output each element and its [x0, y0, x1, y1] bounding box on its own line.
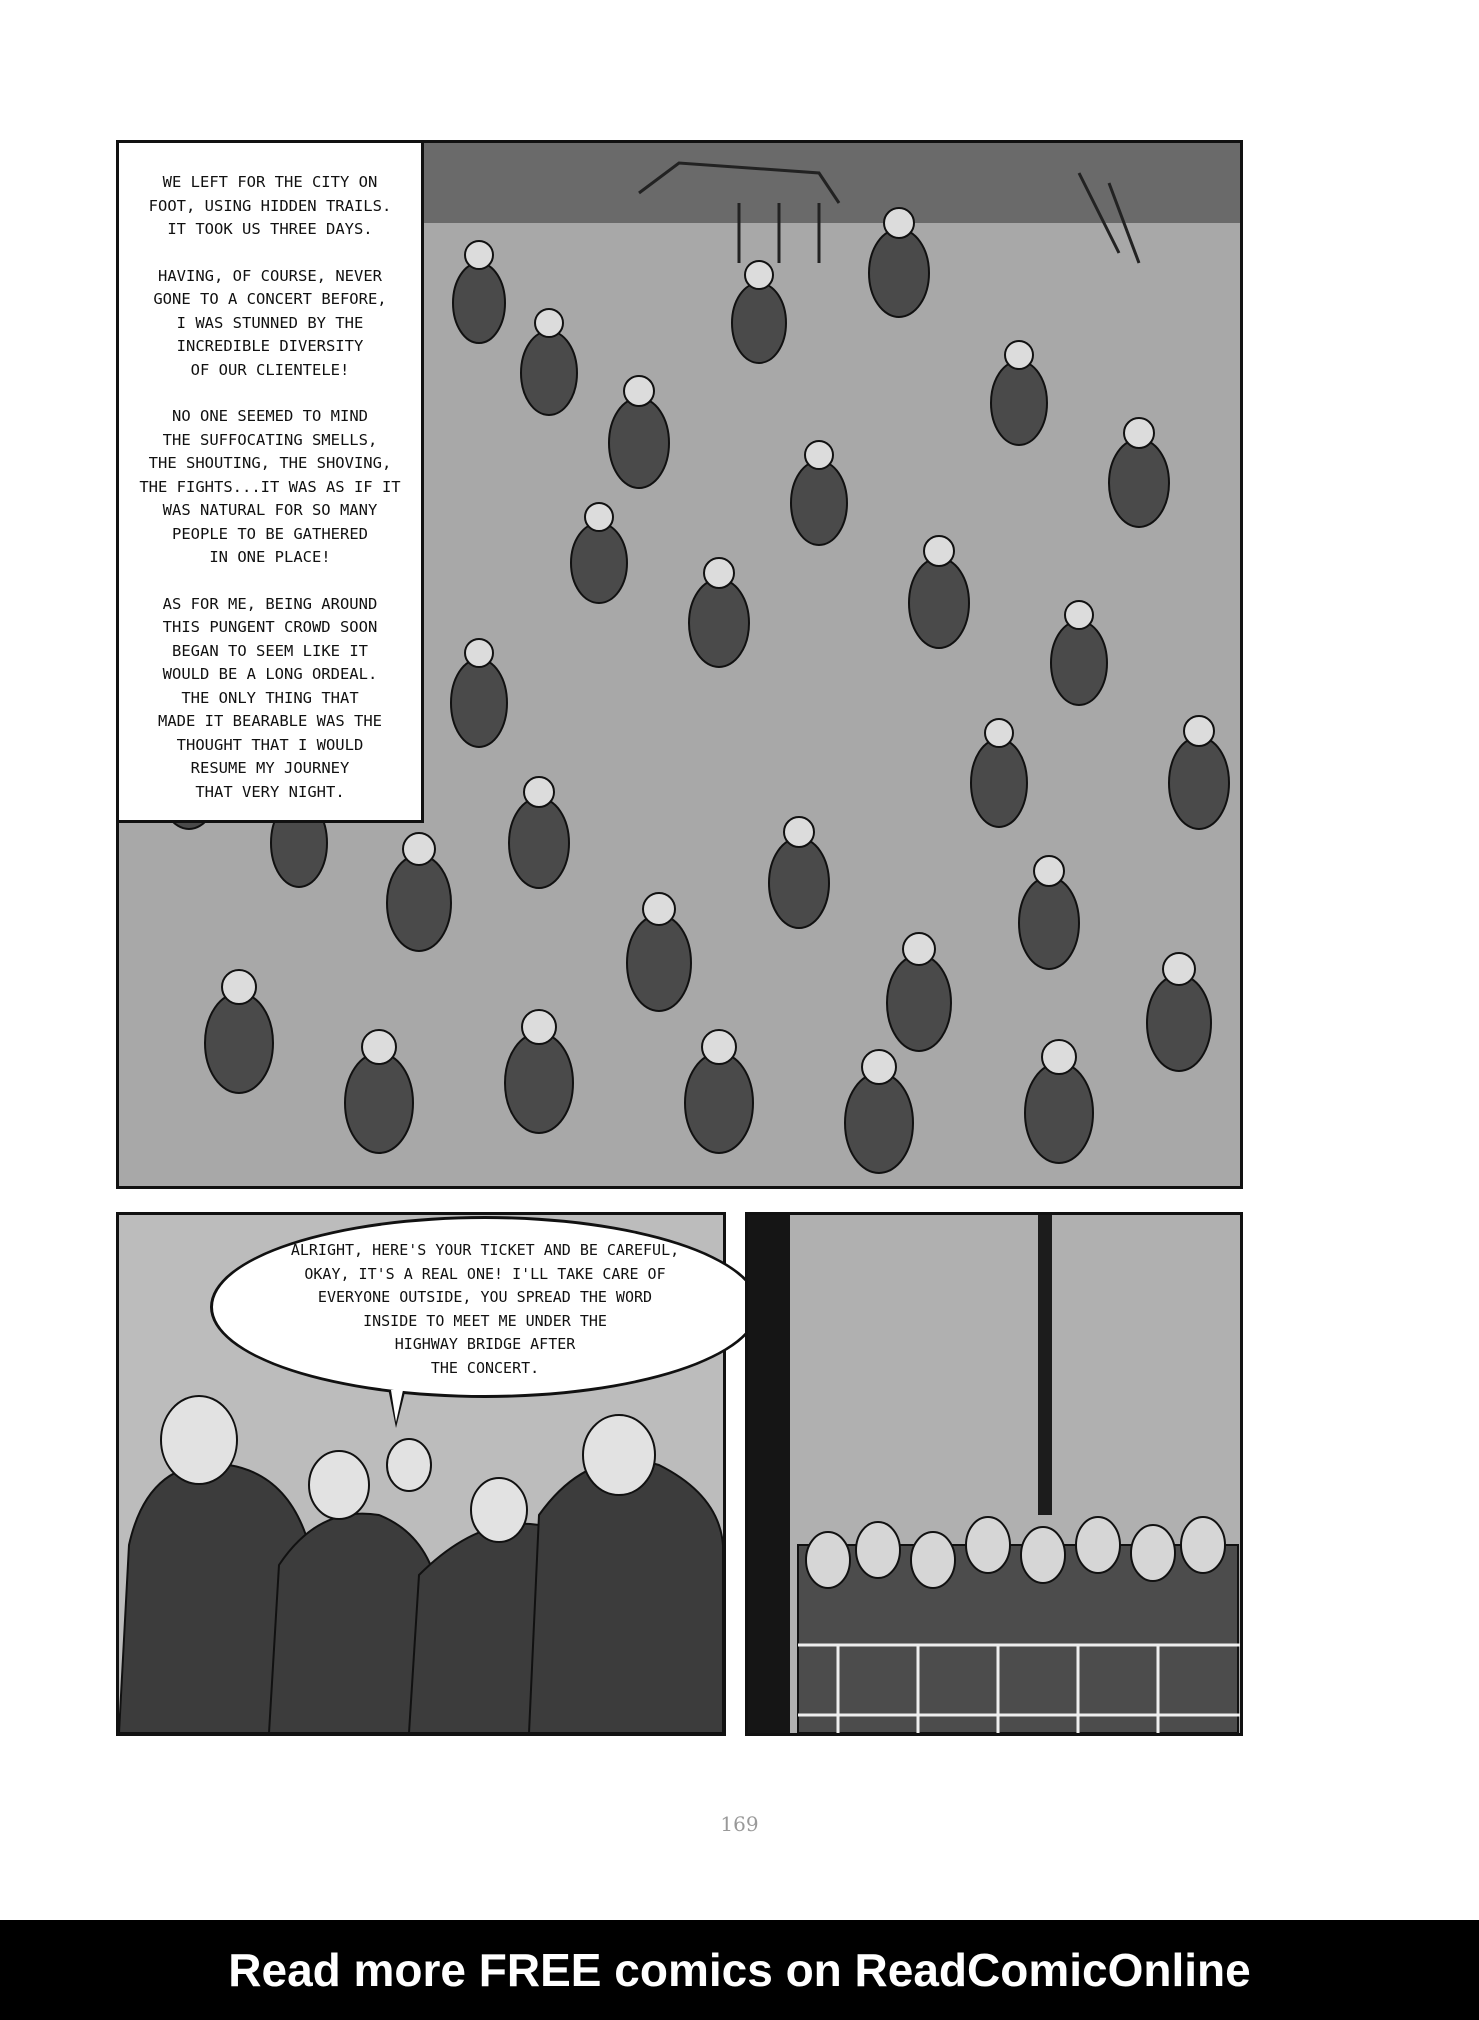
- promo-banner[interactable]: Read more FREE comics on ReadComicOnline: [0, 1920, 1479, 2020]
- caption-paragraph-1: WE LEFT FOR THE CITY ON FOOT, USING HIDDEN TRAILS. IT TOOK US THREE DAYS.: [148, 173, 392, 238]
- narration-caption-box: [116, 140, 424, 823]
- queue-illustration: [748, 1215, 1240, 1733]
- page-number: 169: [720, 1812, 759, 1836]
- panel-queue-at-barrier: [745, 1212, 1243, 1736]
- caption-paragraph-3: NO ONE SEEMED TO MIND THE SUFFOCATING SMELLS, THE SHOUTING, THE SHOVING, THE FIGHTS...IT WAS AS IF IT WAS NATURAL FOR SO MANY PEOPLE TO BE GATHERED IN ONE PLACE!: [139, 407, 401, 566]
- caption-paragraph-2: HAVING, OF COURSE, NEVER GONE TO A CONCERT BEFORE, I WAS STUNNED BY THE INCREDIBLE DIVERSITY OF OUR CLIENTELE!: [153, 266, 387, 379]
- speech-balloon-tail-fill: [391, 1390, 403, 1422]
- speech-balloon: ALRIGHT, HERE'S YOUR TICKET AND BE CAREFUL, OKAY, IT'S A REAL ONE! I'LL TAKE CARE OF EVERYONE OUTSIDE, YOU SPREAD THE WORD INSIDE TO MEET ME UNDER THE HIGHWAY BRIDGE AFTER THE CONCERT.: [210, 1216, 760, 1398]
- caption-paragraph-4: AS FOR ME, BEING AROUND THIS PUNGENT CROWD SOON BEGAN TO SEEM LIKE IT WOULD BE A LONG ORDEAL. THE ONLY THING THAT MADE IT BEARABLE WAS THE THOUGHT THAT I WOULD RESUME MY JOURNEY THAT VERY NIGHT.: [158, 594, 382, 801]
